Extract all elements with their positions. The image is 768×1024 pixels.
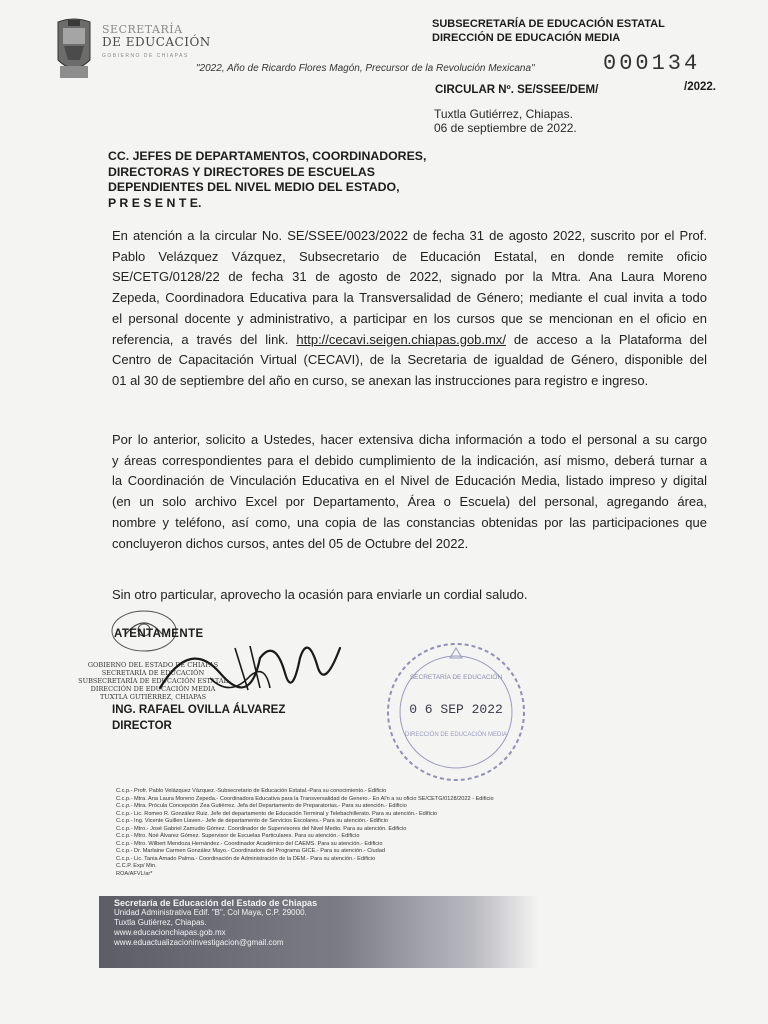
paragraph-2 (112, 430, 707, 554)
brand-line-3: GOBIERNO DE CHIAPAS (102, 53, 189, 59)
header-department (432, 17, 665, 45)
body-line: Por lo anterior, solicito a Ustedes, hacer extensiva dicha información a todo el personal a su cargo (112, 432, 707, 447)
ccp-line: C.c.p.- Profr. Pablo Velázquez Vázquez.-Subsecretario de Educación Estatal.-Para su conocimiento.- Edificio (116, 788, 387, 794)
body-line: la Coordinación de Vinculación Educativa en el Nivel de Educación Media, listado impreso y digital (112, 473, 707, 489)
ccp-line: C.c.p.- Mtro. Wilbert Mendoza Hernández.- Coordinador Académico del CAEMS. Para su atención.- Edificio (116, 840, 383, 847)
seal-line: SUBSECRETARÍA DE EDUCACIÓN ESTATAL (78, 677, 228, 685)
addressee-line: CC. JEFES DE DEPARTAMENTOS, COORDINADORES, (108, 149, 427, 163)
ccp-line: C.c.p.- Dr. Marlaine Carmen González Mayo.- Coordinadora del Programa GICE.- Para su atención.- Ciudad (116, 848, 385, 854)
year-motto: "2022, Año de Ricardo Flores Magón, Precursor de la Revolución Mexicana" (196, 63, 535, 74)
ccp-list (116, 788, 494, 878)
seal-line: SECRETARÍA DE EDUCACIÓN (101, 669, 205, 677)
stamp-line-1: SECRETARÍA DE EDUCACIÓN (409, 674, 503, 681)
body-line: nombre y teléfono, así como, una copia de las constancias obtenidas por las participaciones que (112, 514, 707, 530)
brand-line-1: SECRETARÍA (102, 23, 183, 36)
body-line: y áreas correspondientes para el debido cumplimiento de la indicación, así mismo, deberá turnar a (112, 452, 707, 468)
signer-name: ING. RAFAEL OVILLA ÁLVAREZ (112, 704, 286, 716)
footer-website[interactable]: www.educacionchiapas.gob.mx (114, 928, 226, 937)
circular-year: /2022. (684, 81, 716, 93)
handwritten-signature (150, 618, 350, 718)
ccp-line: C.c.p.- Lic. Romeo R. González Ruiz. Jefe del departamento de Educación Terminal y Telebachillerato. Para su atención.- Edificio (116, 810, 437, 817)
direccion-title: DIRECCIÓN DE EDUCACIÓN MEDIA (432, 32, 621, 44)
addressee-block (108, 149, 488, 211)
body-line: SE/CETG/0128/22 de fecha 31 de agosto de 2022, signado por la Mtra. Ana Laura Moreno (112, 269, 707, 285)
addressee-line: DEPENDIENTES DEL NIVEL MEDIO DEL ESTADO, (108, 180, 400, 194)
closing-line: Sin otro particular, aprovecho la ocasión para enviarle un cordial saludo. (112, 587, 528, 602)
stamp-line-2: DIRECCIÓN DE EDUCACIÓN MEDIA (404, 732, 507, 738)
paragraph-3 (112, 585, 707, 606)
folio-number: 000134 (603, 51, 701, 76)
footer-institution: Secretaría de Educación del Estado de Chiapas (114, 898, 318, 908)
ccp-line: ROA/AFVL/ar* (116, 870, 153, 877)
secretaria-brand (102, 24, 211, 59)
seal-line: GOBIERNO DEL ESTADO DE CHIAPAS (87, 661, 219, 669)
cecavi-link[interactable]: http://cecavi.seigen.chiapas.gob.mx/ (296, 331, 506, 347)
brand-line-2: DE EDUCACIÓN (102, 35, 211, 49)
addressee-line: DIRECTORAS Y DIRECTORES DE ESCUELAS (108, 164, 375, 179)
signer-title: DIRECTOR (112, 720, 172, 732)
ccp-line: C.C.P. Exp/ Min. (116, 863, 157, 869)
ccp-line: C.c.p.- Ing. Vicente Guillen Llaven.- Jefe de departamento de Servicios Escolares.- Para su atención.- Edificio (116, 818, 388, 824)
body-line-with-link (112, 330, 707, 351)
body-line: En atención a la circular No. SE/SSEE/0023/2022 de fecha 31 de agosto 2022, suscrito por el Prof. (112, 228, 707, 243)
body-line: 01 al 30 de septiembre del año en curso, se anexan las instrucciones para registro e ingreso. (112, 372, 649, 388)
footer-contact (114, 898, 317, 948)
footer-city: Tuxtla Gutiérrez, Chiapas. (114, 918, 207, 927)
circular-number: CIRCULAR Nº. SE/SSEE/DEM/ (435, 84, 599, 96)
ccp-line: C.c.p.- Mtro. Noé Álvarez Gómez. Supervisor de Escuelas Particulares. Para su atención.- Edificio (116, 833, 360, 839)
ccp-line: C.c.p.- Mtra. Prócula Concepción Zea Gutiérrez. Jefa del Departamento de Preparatorias.- Para su atención.- Edificio (116, 803, 407, 809)
subsecretaria-title: SUBSECRETARÍA DE EDUCACIÓN ESTATAL (432, 18, 665, 30)
seal-line: TUXTLA GUTIÉRREZ, CHIAPAS (99, 693, 207, 701)
atentamente-label: ATENTAMENTE (114, 628, 204, 640)
seal-line: DIRECCIÓN DE EDUCACIÓN MEDIA (90, 685, 216, 693)
coat-of-arms-logo (54, 16, 94, 82)
body-text: de acceso a la Plataforma del (505, 331, 707, 347)
body-line: Centro de Capacitación Virtual (CECAVI), de la Secretaria de igualdad de Género, disponible del (112, 352, 707, 368)
body-line: Zepeda, Coordinadora Educativa para la Transversalidad de Género; mediante el cual invita a todo (112, 290, 707, 306)
date: 06 de septiembre de 2022. (434, 121, 577, 135)
stamp-date: 0 6 SEP 2022 (409, 702, 503, 717)
body-line: Pablo Velázquez Vázquez, Subsecretario de Educación Estatal, en donde remite oficio (112, 248, 707, 264)
ccp-line: C.c.p.- Mtro.- José Gabriel Zamudio Gómez. Coordinador de Supervisores del Nivel Medio. Para su atención. Edificio (116, 825, 407, 832)
footer-email[interactable]: www.eduactualizacioninvestigacion@gmail.com (114, 938, 284, 947)
body-line: concluyeron dichos cursos, antes del 05 de Octubre del 2022. (112, 535, 469, 551)
paragraph-1 (112, 226, 707, 392)
body-text: referencia, a través del link. (112, 331, 297, 347)
place: Tuxtla Gutiérrez, Chiapas. (434, 107, 573, 121)
addressee-line: P R E S E N T E. (108, 195, 202, 210)
footer-address: Unidad Administrativa Edif. "B", Col Maya, C.P. 29000. (114, 908, 307, 917)
ccp-line: C.c.p.- Mtra. Ana Laura Moreno Zepeda.- Coordinadora Educativa para la Transversalidad de Genero.- En Al'n a su oficio SE/CETG/0128/2022 - Edificio (116, 795, 494, 802)
ccp-line: C.c.p.- Lic. Tania Amado Palma.- Coordinación de Administración de la DEM.- Para su atención.- Edificio (116, 855, 376, 862)
body-line: el personal docente y administrativo, a participar en los cursos que se mencionan en el oficio en (112, 310, 707, 326)
reception-stamp (372, 640, 540, 784)
body-line: (en un solo archivo Excel por Departamento, Área o Escuela) del personal, agregando área, (112, 494, 707, 510)
